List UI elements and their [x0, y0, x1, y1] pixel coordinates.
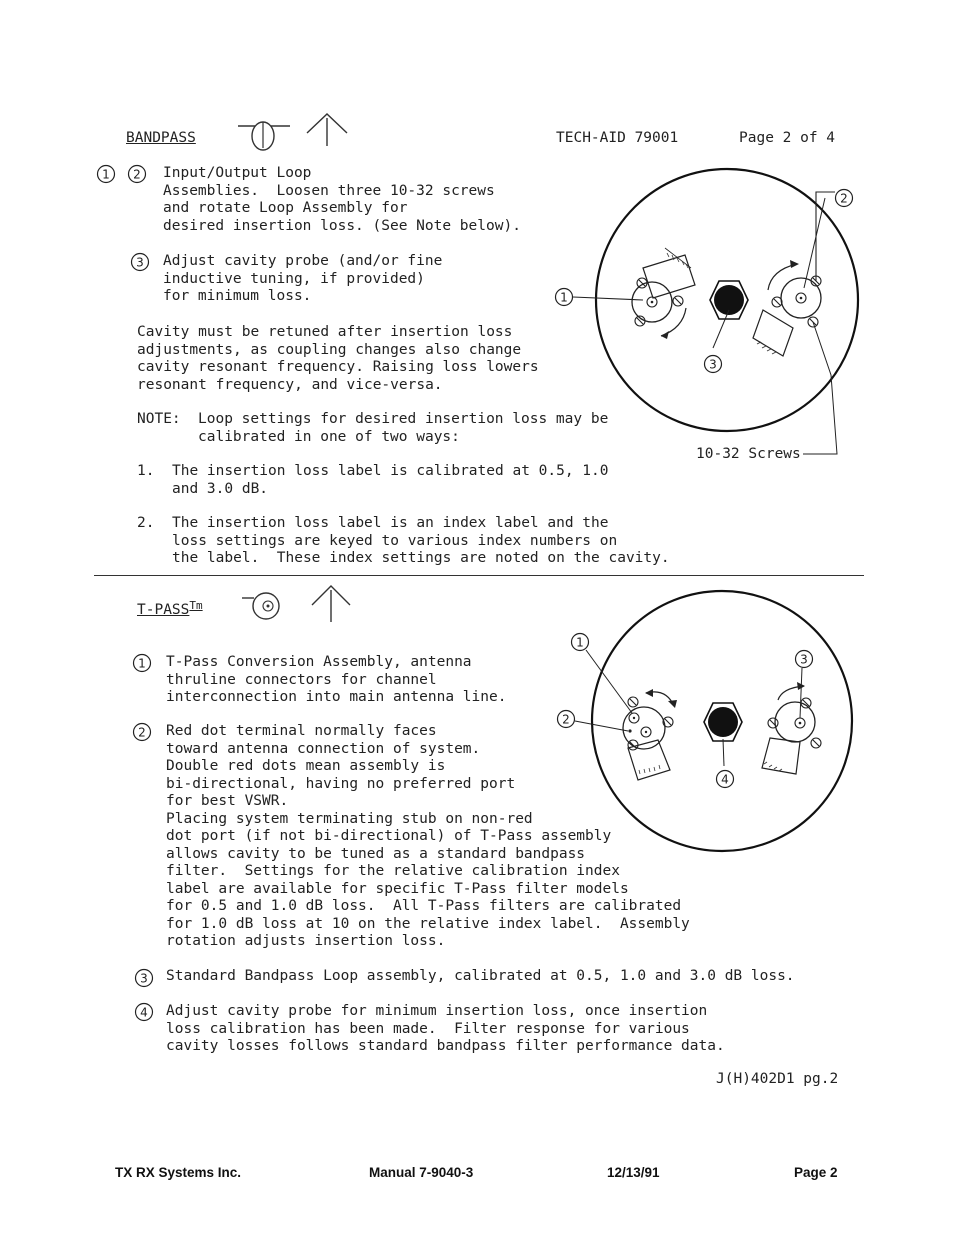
text-line: for 1.0 dB loss at 10 on the relative index label. Assembly: [166, 915, 690, 932]
screws-label: 10-32 Screws: [696, 446, 801, 462]
text-line: Assemblies. Loosen three 10-32 screws: [163, 182, 495, 199]
text-line: the label. These index settings are noted on the cavity.: [172, 550, 670, 566]
page-of: Page 2 of 4: [739, 130, 836, 146]
svg-text:1: 1: [102, 167, 110, 182]
svg-text:4: 4: [140, 1005, 148, 1020]
text-line: Standard Bandpass Loop assembly, calibrated at 0.5, 1.0 and 3.0 dB loss.: [166, 968, 795, 984]
svg-text:2: 2: [138, 725, 146, 740]
text-line: Red dot terminal normally faces: [166, 723, 437, 739]
text-line: The insertion loss label is calibrated at 0.5, 1.0: [172, 463, 609, 479]
text-line: Loop settings for desired insertion loss may be: [198, 411, 609, 427]
text-line: resonant frequency, and vice-versa.: [137, 376, 443, 393]
text-line: interconnection into main antenna line.: [166, 689, 507, 705]
svg-text:2: 2: [133, 167, 141, 182]
text-line: Adjust cavity probe for minimum insertion loss, once insertion: [166, 1003, 708, 1019]
svg-text:3: 3: [140, 971, 148, 986]
section-divider: [94, 575, 864, 576]
text-line: Double red dots mean assembly is: [166, 758, 446, 774]
text-line: for minimum loss.: [163, 288, 312, 304]
circled-number-marker: [133, 722, 153, 742]
text-line: Input/Output Loop: [163, 165, 312, 181]
doc-id: TECH-AID 79001: [556, 130, 679, 146]
text-line: toward antenna connection of system.: [166, 740, 481, 757]
footer-date: 12/13/91: [607, 1165, 660, 1180]
text-line: allows cavity to be tuned as a standard bandpass: [166, 845, 586, 862]
footer-manual: Manual 7-9040-3: [369, 1165, 474, 1180]
text-line: Cavity must be retuned after insertion loss: [137, 324, 513, 340]
circled-number-marker: [131, 252, 151, 272]
text-line: bi-directional, having no preferred port: [166, 775, 516, 792]
circled-number-marker: [135, 968, 155, 988]
svg-text:2: 2: [562, 712, 570, 727]
text-line: loss settings are keyed to various index numbers on: [172, 532, 618, 549]
text-line: filter. Settings for the relative calibration index: [166, 863, 620, 879]
svg-text:4: 4: [721, 772, 729, 787]
tpass-symbol-icon: [238, 580, 363, 630]
text-line: and rotate Loop Assembly for: [163, 200, 408, 216]
text-line: Placing system terminating stub on non-red: [166, 810, 533, 827]
footer-page: Page 2: [794, 1165, 838, 1180]
text-line: inductive tuning, if provided): [163, 270, 425, 287]
svg-text:3: 3: [800, 652, 808, 667]
circled-number-marker: [97, 164, 157, 184]
text-line: dot port (if not bi-directional) of T-Pass assembly: [166, 828, 612, 844]
svg-text:1: 1: [138, 656, 146, 671]
svg-text:1: 1: [560, 290, 568, 305]
text-line: and 3.0 dB.: [172, 480, 269, 497]
svg-text:3: 3: [709, 357, 717, 372]
footer-company: TX RX Systems Inc.: [115, 1165, 242, 1180]
list-number: 2.: [137, 515, 155, 531]
circled-number-marker: [135, 1002, 155, 1022]
text-line: for 0.5 and 1.0 dB loss. All T-Pass filters are calibrated: [166, 898, 682, 914]
text-line: T-Pass Conversion Assembly, antenna: [166, 654, 472, 670]
text-line: The insertion loss label is an index label and the: [172, 515, 609, 531]
tpass-cavity-diagram: [550, 590, 880, 865]
bandpass-cavity-diagram: [545, 160, 875, 470]
section-title-bandpass: BANDPASS: [126, 130, 196, 146]
svg-text:1: 1: [576, 635, 584, 650]
text-line: adjustments, as coupling changes also change: [137, 341, 522, 358]
text-line: label are available for specific T-Pass filter models: [166, 880, 629, 897]
bandpass-symbol-icon: [235, 108, 360, 158]
svg-text:2: 2: [840, 191, 848, 206]
text-line: rotation adjusts insertion loss.: [166, 933, 446, 949]
text-line: loss calibration has been made. Filter response for various: [166, 1020, 690, 1037]
text-line: thruline connectors for channel: [166, 671, 437, 688]
text-line: desired insertion loss. (See Note below).: [163, 217, 521, 234]
text-line: Adjust cavity probe (and/or fine: [163, 253, 443, 269]
text-line: calibrated in one of two ways:: [198, 428, 460, 445]
list-number: 1.: [137, 463, 155, 479]
page-reference: J(H)402D1 pg.2: [716, 1071, 839, 1087]
svg-text:3: 3: [136, 255, 144, 270]
section-title-tpass: $T-PASS^{Tm}$: [137, 599, 203, 618]
note-label: NOTE:: [137, 411, 181, 427]
circled-number-marker: [133, 653, 153, 673]
text-line: cavity resonant frequency. Raising loss lowers: [137, 359, 539, 375]
text-line: cavity losses follows standard bandpass filter performance data.: [166, 1038, 725, 1054]
text-line: for best VSWR.: [166, 793, 289, 809]
